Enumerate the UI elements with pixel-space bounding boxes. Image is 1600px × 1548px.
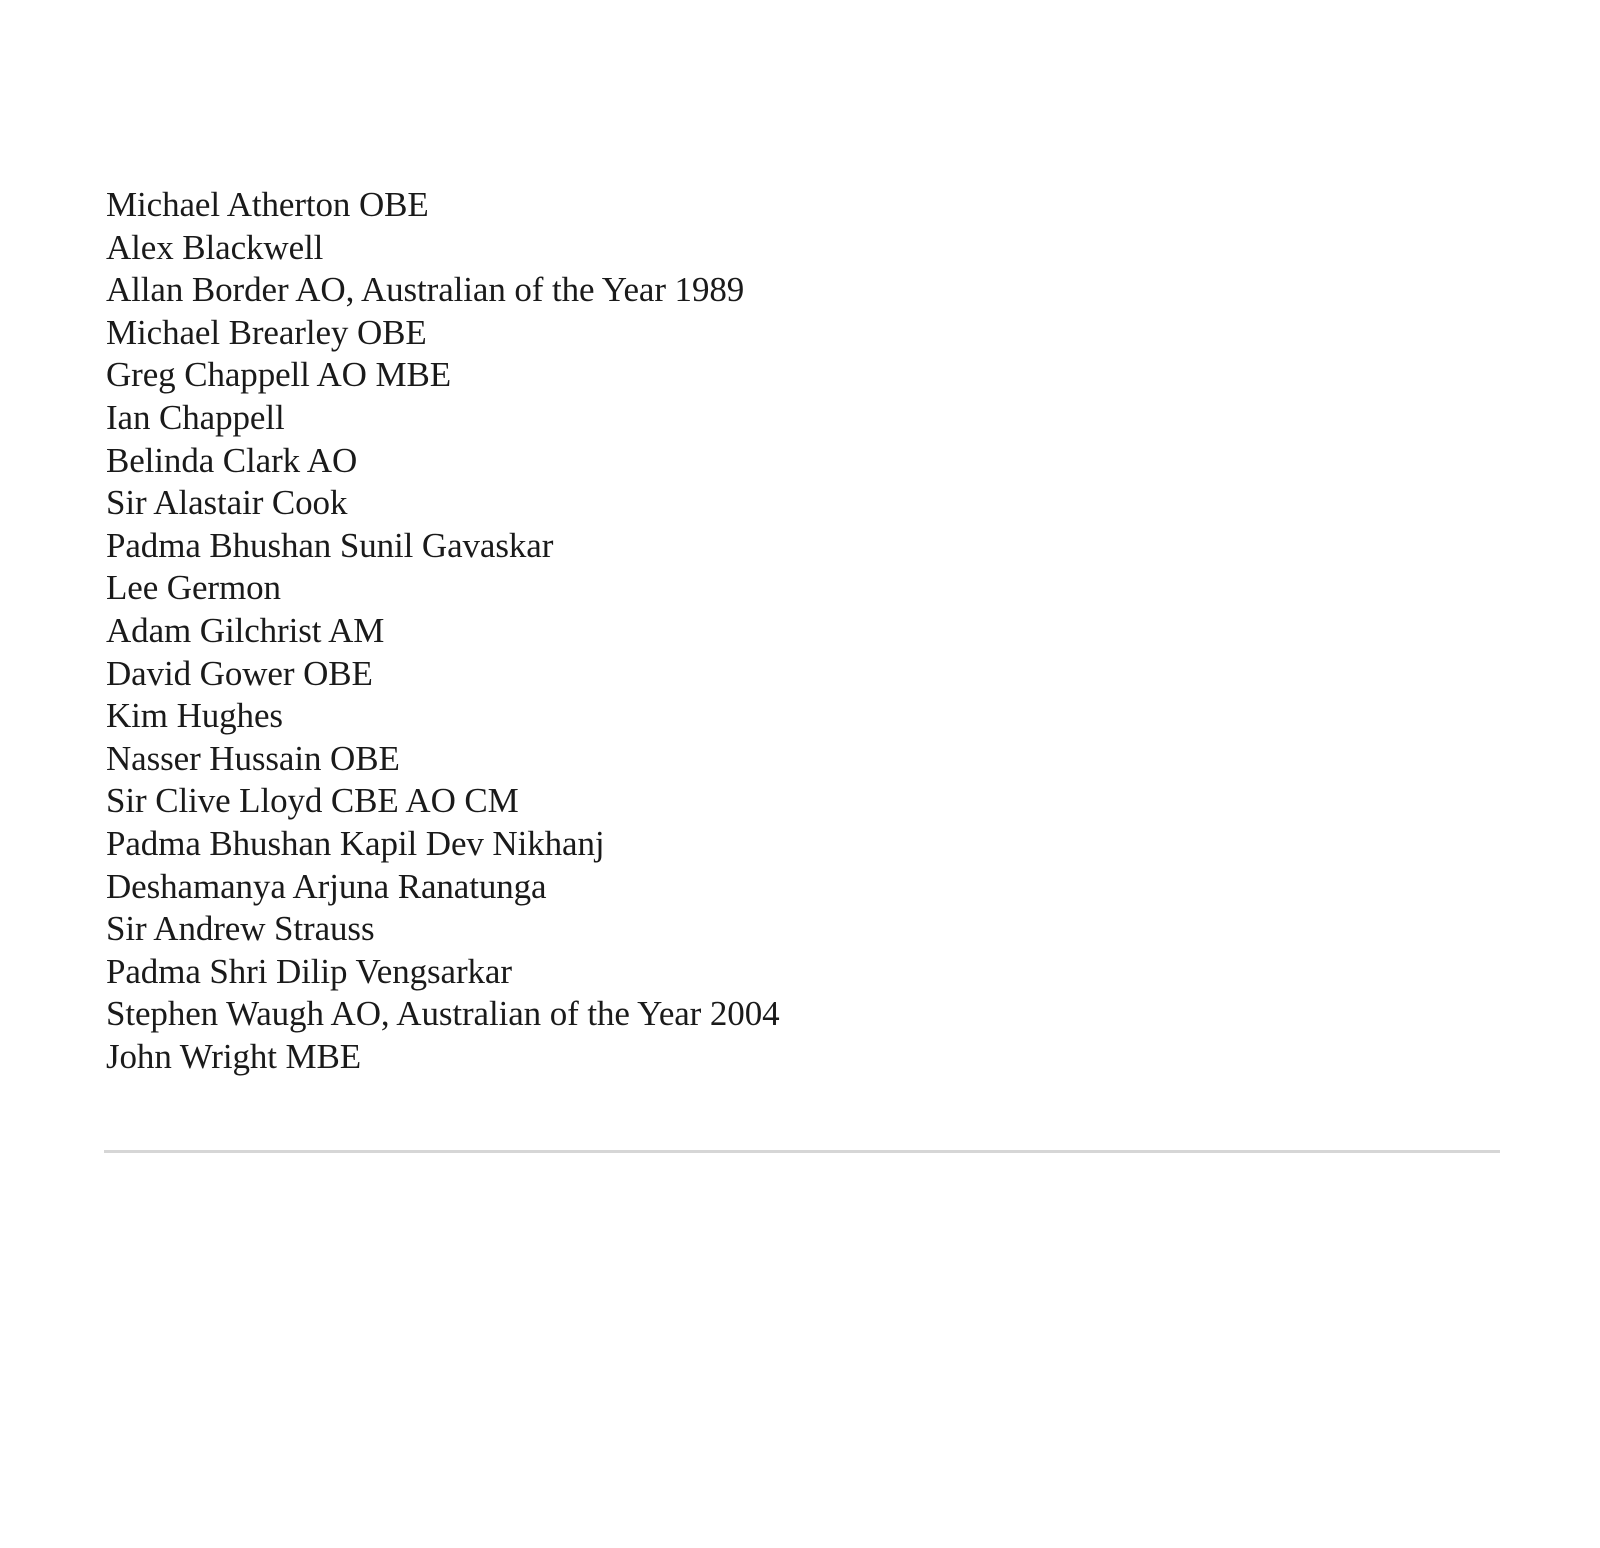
names-list — [106, 184, 780, 1078]
list-item: Sir Clive Lloyd CBE AO CM — [106, 781, 519, 821]
list-item: John Wright MBE — [106, 1036, 362, 1076]
list-item: David Gower OBE — [106, 653, 373, 693]
list-item: Alex Blackwell — [106, 227, 324, 267]
list-item: Stephen Waugh AO, Australian of the Year 2004 — [106, 994, 780, 1034]
list-item: Michael Atherton OBE — [106, 185, 429, 224]
list-item: Sir Andrew Strauss — [106, 909, 375, 949]
list-item: Michael Brearley OBE — [106, 312, 427, 352]
list-item: Ian Chappell — [106, 397, 285, 437]
horizontal-divider — [104, 1150, 1500, 1153]
list-item: Deshamanya Arjuna Ranatunga — [106, 866, 547, 906]
list-item: Belinda Clark AO — [106, 440, 358, 480]
list-item: Allan Border AO, Australian of the Year 1989 — [106, 270, 745, 310]
list-item: Lee Germon — [106, 568, 281, 608]
list-item: Kim Hughes — [106, 696, 283, 736]
list-item: Adam Gilchrist AM — [106, 610, 385, 650]
list-item: Padma Shri Dilip Vengsarkar — [106, 951, 512, 991]
list-item: Greg Chappell AO MBE — [106, 355, 452, 395]
list-item: Nasser Hussain OBE — [106, 738, 400, 778]
list-item: Padma Bhushan Kapil Dev Nikhanj — [106, 823, 605, 863]
list-item: Padma Bhushan Sunil Gavaskar — [106, 525, 554, 565]
list-item: Sir Alastair Cook — [106, 483, 348, 523]
